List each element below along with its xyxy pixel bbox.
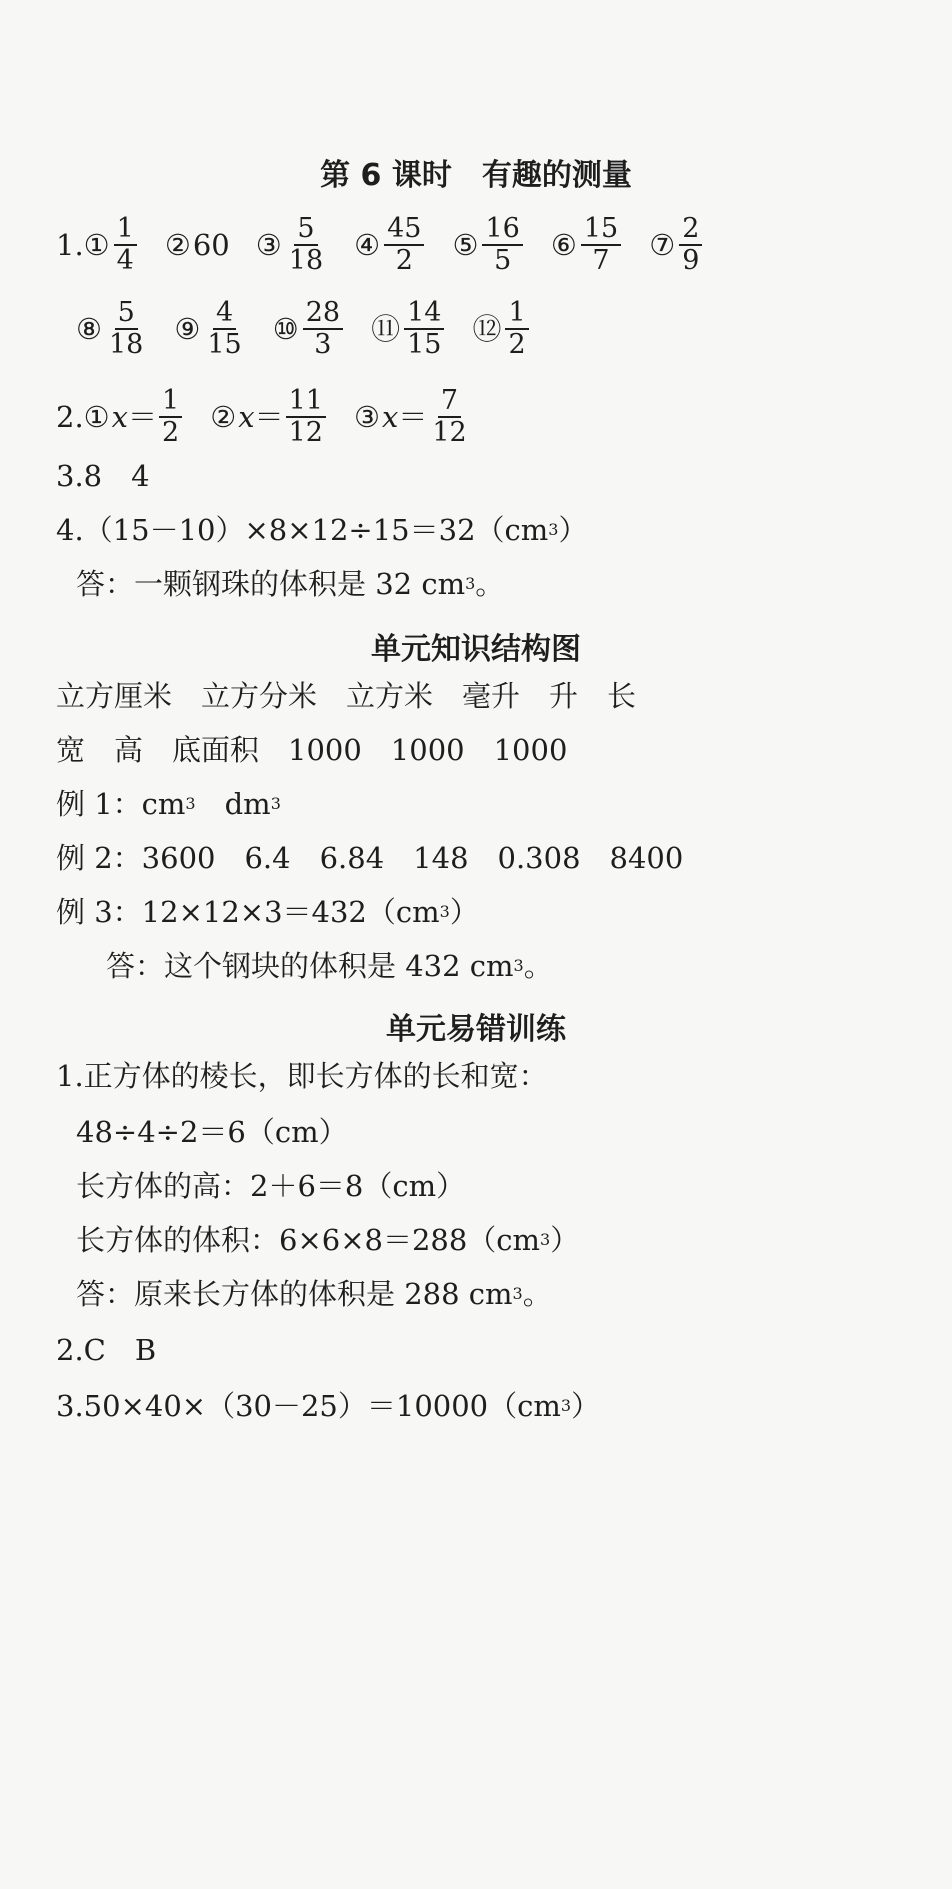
circled-number: ⑪ — [371, 312, 401, 346]
numerator: 1 — [159, 386, 182, 418]
fraction — [505, 298, 528, 360]
structure-line2: 宽 高 底面积 1000 1000 1000 — [56, 733, 568, 767]
example3-answer: 答：这个钢块的体积是 432 cm 3 。 — [106, 946, 553, 986]
example1: 例 1：cm 3 dm 3 — [56, 784, 281, 824]
q1-row2 — [76, 298, 557, 360]
numerator: 14 — [404, 298, 444, 330]
fraction — [286, 386, 326, 448]
denominator: 18 — [109, 329, 144, 360]
q1-row1 — [56, 214, 730, 276]
q4-answer-text: 答：一颗钢珠的体积是 32 cm — [76, 567, 466, 601]
circled-number: ① — [83, 400, 110, 434]
denominator: 5 — [494, 245, 512, 276]
circled-number: ⑨ — [174, 312, 201, 346]
numerator: 5 — [115, 298, 138, 330]
denominator: 9 — [682, 245, 700, 276]
denominator: 2 — [162, 417, 180, 448]
q1-item — [472, 298, 530, 360]
e2-line: 2.C B — [56, 1333, 157, 1367]
q2-item — [354, 386, 472, 448]
circled-number: ⑥ — [550, 228, 577, 262]
numerator: 4 — [213, 298, 236, 330]
q2-number: 2. — [56, 400, 84, 434]
e1-line2: 长方体的高：2＋6＝8（cm） — [76, 1169, 466, 1203]
fraction — [204, 298, 244, 360]
plain-value: 60 — [192, 228, 230, 262]
variable-x: x — [238, 400, 255, 434]
denominator: 7 — [592, 245, 610, 276]
denominator: 15 — [407, 329, 442, 360]
e1-answer-text: 答：原来长方体的体积是 288 cm — [76, 1277, 513, 1311]
q1-item — [165, 225, 230, 265]
numerator: 7 — [438, 386, 461, 418]
e1-intro: 1.正方体的棱长，即长方体的长和宽： — [56, 1059, 548, 1093]
denominator: 18 — [288, 245, 324, 276]
circled-number: ③ — [353, 400, 380, 434]
q2-item — [84, 386, 185, 448]
numerator: 5 — [294, 214, 317, 246]
numerator: 45 — [384, 214, 424, 246]
denominator: 15 — [207, 329, 242, 360]
q1-item — [551, 214, 623, 276]
example2: 例 2：3600 6.4 6.84 148 0.308 8400 — [56, 841, 684, 875]
equals-sign: ＝ — [128, 400, 158, 434]
e1-line3-close: ） — [550, 1223, 580, 1257]
fraction — [159, 386, 182, 448]
numerator: 11 — [286, 386, 326, 418]
q1-item — [76, 298, 148, 360]
fraction — [286, 214, 326, 276]
e1-answer: 答：原来长方体的体积是 288 cm 3 。 — [76, 1274, 552, 1314]
fraction — [114, 214, 137, 276]
e3-line: 3.50×40×（30－25）＝10000（cm 3 ） — [56, 1386, 600, 1426]
q4-equation: 4.（15－10）×8×12÷15＝32（cm 3 ） — [56, 510, 587, 550]
circled-number: ③ — [255, 228, 282, 262]
circled-number: ① — [83, 228, 110, 262]
numerator: 28 — [303, 298, 343, 330]
fraction — [303, 298, 343, 360]
circled-number: ④ — [354, 228, 381, 262]
example3-text: 例 3：12×12×3＝432（cm — [56, 895, 440, 929]
q1-item — [354, 214, 426, 276]
variable-x: x — [381, 400, 399, 434]
error-training-title: 单元易错训练 — [386, 1012, 566, 1047]
e3-close: ） — [571, 1389, 601, 1423]
circled-number: ⑦ — [649, 228, 676, 262]
q3-line: 3.8 4 — [56, 459, 150, 493]
circled-number: ⑧ — [76, 312, 102, 346]
e1-line1: 48÷4÷2＝6（cm） — [76, 1115, 348, 1149]
example3-answer-end: 。 — [523, 949, 553, 983]
q1-item — [256, 214, 328, 276]
q2-line — [56, 386, 498, 448]
example3: 例 3：12×12×3＝432（cm 3 ） — [56, 892, 479, 932]
q1-item — [174, 298, 246, 360]
fraction — [106, 298, 146, 360]
e3-text: 3.50×40×（30－25）＝10000（cm — [56, 1389, 561, 1423]
circled-number: ② — [164, 228, 191, 262]
fraction — [384, 214, 424, 276]
q1-item — [273, 298, 345, 360]
q1-item — [84, 214, 139, 276]
denominator: 4 — [116, 245, 134, 276]
example3-close-paren: ） — [449, 895, 479, 929]
circled-number: ⑫ — [472, 312, 502, 346]
q2-item — [210, 386, 328, 448]
q1-number: 1. — [56, 228, 84, 262]
q1-item — [452, 214, 524, 276]
fraction — [404, 298, 444, 360]
denominator: 12 — [288, 417, 323, 448]
denominator: 3 — [314, 329, 332, 360]
lesson-title: 第 6 课时 有趣的测量 — [320, 158, 632, 193]
fraction — [581, 214, 621, 276]
numerator: 2 — [679, 214, 702, 246]
q4-close-paren: ） — [558, 513, 588, 547]
denominator: 12 — [432, 417, 467, 448]
circled-number: ② — [210, 400, 237, 434]
e1-answer-end: 。 — [522, 1277, 552, 1311]
numerator: 1 — [505, 298, 528, 330]
denominator: 2 — [508, 329, 526, 360]
denominator: 2 — [395, 245, 413, 276]
circled-number: ⑩ — [272, 312, 299, 346]
numerator: 16 — [482, 214, 522, 246]
q4-answer: 答：一颗钢珠的体积是 32 cm 3 。 — [76, 564, 504, 604]
e1-line3: 长方体的体积：6×6×8＝288（cm 3 ） — [76, 1220, 579, 1260]
example3-answer-text: 答：这个钢块的体积是 432 cm — [106, 949, 514, 983]
q1-item — [649, 214, 704, 276]
q4-equation-text: 4.（15－10）×8×12÷15＝32（cm — [56, 513, 549, 547]
fraction — [482, 214, 522, 276]
structure-line1: 立方厘米 立方分米 立方米 毫升 升 长 — [56, 679, 637, 713]
variable-x: x — [111, 400, 129, 434]
example1-text-b: dm — [195, 787, 271, 821]
equals-sign: ＝ — [398, 400, 428, 434]
structure-title: 单元知识结构图 — [371, 632, 581, 667]
q1-item — [371, 298, 446, 360]
e1-line3-text: 长方体的体积：6×6×8＝288（cm — [76, 1223, 541, 1257]
example1-text-a: 例 1：cm — [56, 787, 186, 821]
equals-sign: ＝ — [254, 400, 284, 434]
fraction — [429, 386, 469, 448]
numerator: 15 — [581, 214, 621, 246]
q4-answer-end: 。 — [475, 567, 505, 601]
fraction — [679, 214, 702, 276]
circled-number: ⑤ — [452, 228, 479, 262]
numerator: 1 — [114, 214, 137, 246]
